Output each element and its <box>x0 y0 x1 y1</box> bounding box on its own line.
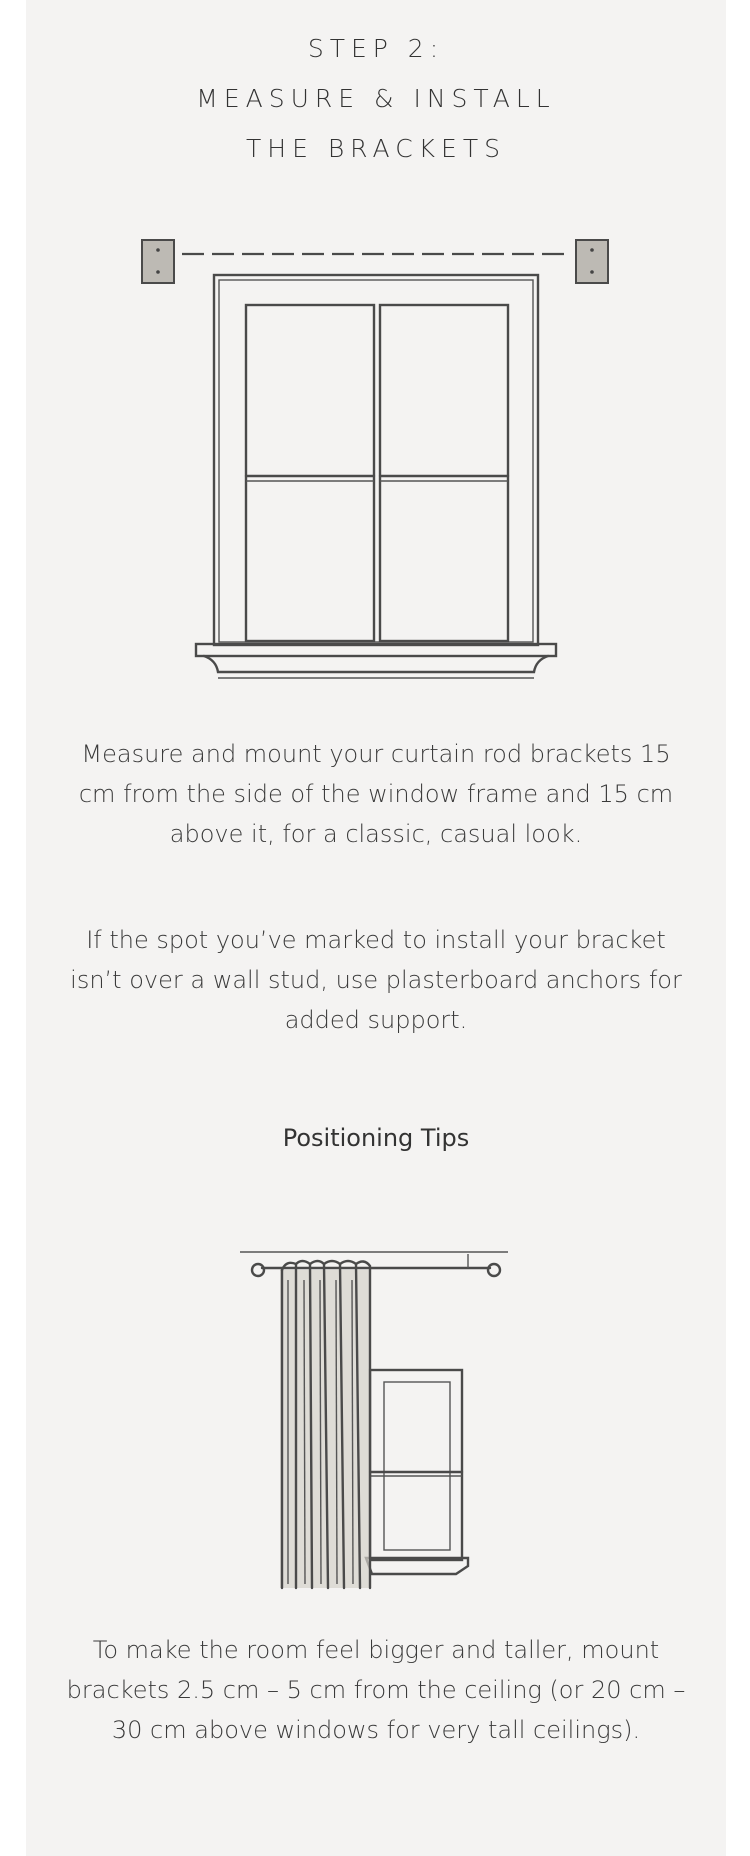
paragraph-anchors: If the spot you’ve marked to install your bracket isn’t over a wall stud, use plasterboard anchors for added support. <box>70 926 682 1034</box>
step-heading <box>26 24 726 174</box>
heading-line-2: MEASURE & INSTALL <box>196 84 556 113</box>
heading-line-1: STEP 2: <box>307 34 445 63</box>
paragraph-measure: Measure and mount your curtain rod brackets 15 cm from the side of the window frame and 15 cm above it, for a classic, casual look. <box>78 740 674 848</box>
curtain-window-illustration-icon <box>26 1240 726 1600</box>
content-panel <box>26 0 726 1856</box>
positioning-tips-title: Positioning Tips <box>282 1124 470 1152</box>
heading-line-3: THE BRACKETS <box>246 134 506 163</box>
window-bracket-illustration-icon <box>26 220 726 680</box>
paragraph-positioning: To make the room feel bigger and taller, mount brackets 2.5 cm – 5 cm from the ceiling (or 20 cm – 30 cm above windows for very tall ceilings). <box>66 1636 686 1744</box>
